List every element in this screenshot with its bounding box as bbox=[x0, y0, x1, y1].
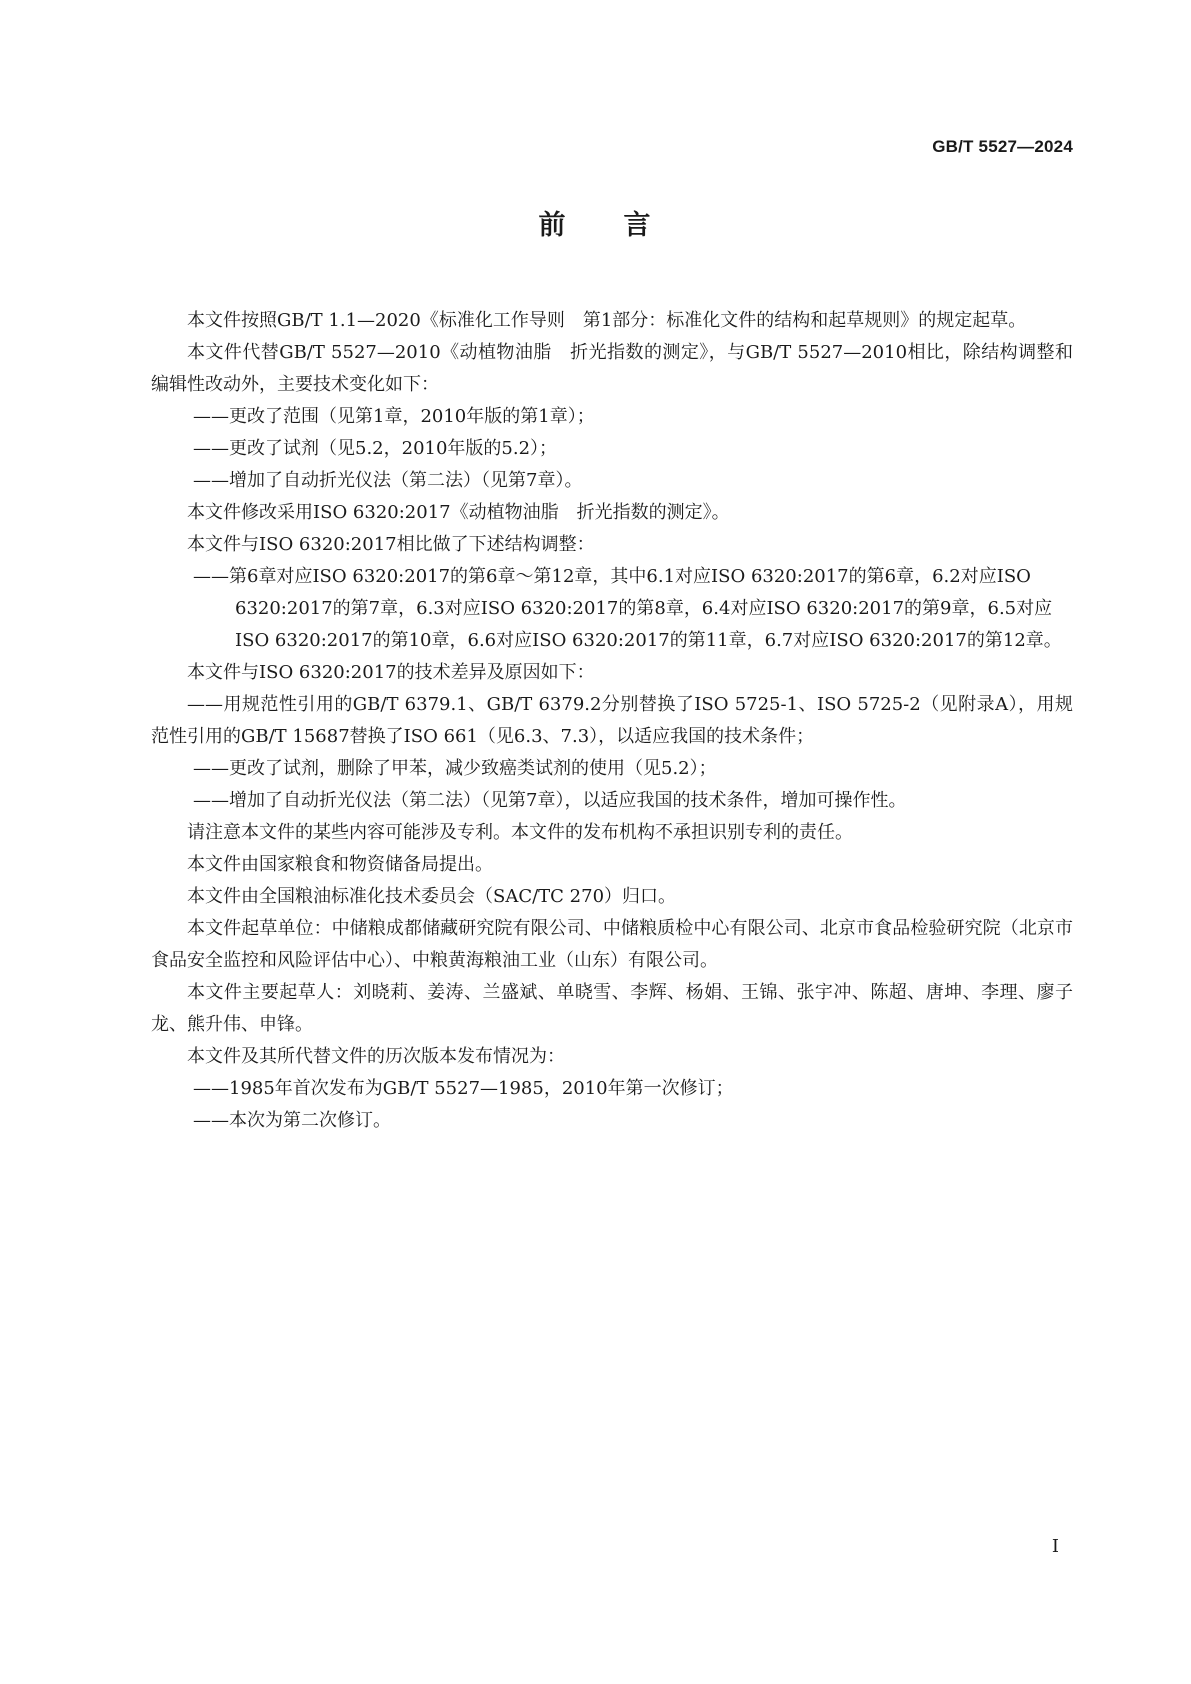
list-item: ——1985年首次发布为GB/T 5527—1985，2010年第一次修订； bbox=[193, 1078, 734, 1099]
paragraph: 本文件按照GB/T 1.1—2020《标准化工作导则 第1部分：标准化文件的结构和起草规则》的规定起草。 bbox=[187, 310, 1027, 331]
foreword-body bbox=[151, 305, 1073, 1137]
paragraph: 请注意本文件的某些内容可能涉及专利。本文件的发布机构不承担识别专利的责任。 bbox=[187, 822, 853, 843]
paragraph: 本文件及其所代替文件的历次版本发布情况为： bbox=[187, 1046, 565, 1067]
list-item: ——更改了试剂，删除了甲苯，减少致癌类试剂的使用（见5.2）； bbox=[193, 758, 717, 779]
paragraph: 本文件与ISO 6320:2017相比做了下述结构调整： bbox=[187, 534, 595, 555]
title-char-1: 前 bbox=[538, 210, 568, 241]
list-item: ——增加了自动折光仪法（第二法）（见第7章）。 bbox=[193, 470, 583, 491]
paragraph: 本文件修改采用ISO 6320:2017《动植物油脂 折光指数的测定》。 bbox=[187, 502, 730, 523]
list-item: ——本次为第二次修订。 bbox=[193, 1110, 391, 1131]
list-item: ——增加了自动折光仪法（第二法）（见第7章），以适应我国的技术条件，增加可操作性。 bbox=[193, 790, 907, 811]
paragraph: 本文件与ISO 6320:2017的技术差异及原因如下： bbox=[187, 662, 595, 683]
list-item: ——更改了试剂（见5.2，2010年版的5.2）； bbox=[193, 438, 558, 459]
list-item: ——更改了范围（见第1章，2010年版的第1章）； bbox=[193, 406, 595, 427]
section-title bbox=[0, 203, 1191, 242]
paragraph: 本文件由全国粮油标准化技术委员会（SAC/TC 270）归口。 bbox=[187, 886, 677, 907]
paragraph: 本文件起草单位：中储粮成都储藏研究院有限公司、中储粮质检中心有限公司、北京市食品检验研究院（北京市食品安全监控和风险评估中心）、中粮黄海粮油工业（山东）有限公司。 bbox=[151, 918, 1073, 971]
paragraph: 本文件主要起草人：刘晓莉、姜涛、兰盛斌、单晓雪、李辉、杨娟、王锦、张宇冲、陈超、唐坤、李理、廖子龙、熊升伟、申锋。 bbox=[151, 982, 1073, 1035]
page-number: I bbox=[1051, 1536, 1059, 1557]
title-char-2: 言 bbox=[623, 210, 653, 241]
standard-code: GB/T 5527—2024 bbox=[932, 137, 1073, 156]
paragraph: 本文件由国家粮食和物资储备局提出。 bbox=[187, 854, 493, 875]
paragraph: 本文件代替GB/T 5527—2010《动植物油脂 折光指数的测定》，与GB/T 5527—2010相比，除结构调整和编辑性改动外，主要技术变化如下： bbox=[151, 342, 1073, 395]
list-item: ——用规范性引用的GB/T 6379.1、GB/T 6379.2分别替换了ISO 5725-1、ISO 5725-2（见附录A），用规范性引用的GB/T 15687替换了ISO 661（见6.3、7.3），以适应我国的技术条件； bbox=[151, 694, 1073, 747]
list-item: ——第6章对应ISO 6320:2017的第6章～第12章，其中6.1对应ISO 6320:2017的第6章，6.2对应ISO 6320:2017的第7章，6.3对应ISO 6320:2017的第8章，6.4对应ISO 6320:2017的第9章，6.5对应ISO 6320:2017的第10章，6.6对应ISO 6320:2017的第11章，6.7对应ISO 6320:2017的第12章。 bbox=[193, 566, 1062, 651]
